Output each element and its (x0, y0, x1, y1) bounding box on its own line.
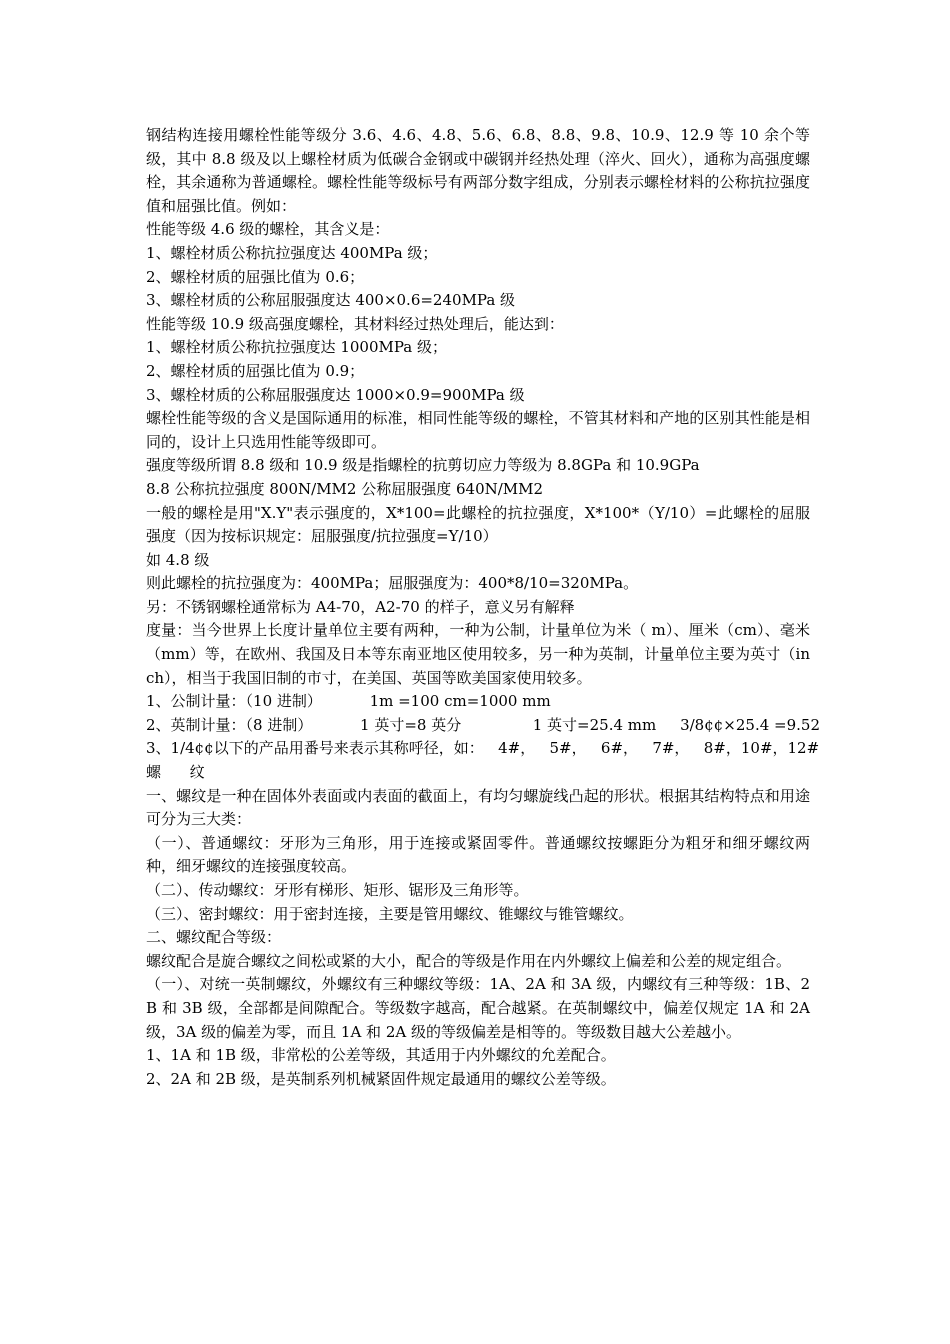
list-item-4-6-tensile: 1、螺栓材质公称抗拉强度达 400MPa 级； (146, 243, 438, 262)
list-item-metric: 1、公制计量：（10 进制） 1m =100 cm=1000 mm (146, 692, 551, 711)
list-item-4-6-ratio: 2、螺栓材质的屈强比值为 0.6； (146, 267, 365, 286)
list-item-10-9-tensile: 1、螺栓材质公称抗拉强度达 1000MPa 级； (146, 338, 447, 357)
list-item-10-9-ratio: 2、螺栓材质的屈强比值为 0.9； (146, 361, 365, 380)
paragraph-measurement-units: 度量：当今世界上长度计量单位主要有两种，一种为公制，计量单位为米（ m）、厘米（cm）、毫米（mm）等，在欧州、我国及日本等东南亚地区使用较多，另一种为英制，计量单位主要为英寸（inch），相当于我国旧制的市寸，在美国、英国等欧美国家使用较多。 (146, 621, 810, 687)
paragraph-unified-fit-grades: （一）、对统一英制螺纹，外螺纹有三种螺纹等级：1A、2A 和 3A 级，内螺纹有三种等级：1B、2B 和 3B 级，全部都是间隙配合。等级数字越高，配合越紧。在英制螺纹中，偏差仅规定 1A 和 2A 级，3A 级的偏差为零，而且 1A 和 2A 级的等级偏差是相等的。等级数目越大公差越小。 (146, 975, 810, 1041)
paragraph-thread-type-transmission: （二）、传动螺纹：牙形有梯形、矩形、锯形及三角形等。 (146, 881, 529, 899)
paragraph-8-8-strength: 8.8 公称抗拉强度 800N/MM2 公称屈服强度 640N/MM2 (146, 479, 544, 498)
list-item-grade-2a-2b: 2、2A 和 2B 级，是英制系列机械紧固件规定最通用的螺纹公差等级。 (146, 1069, 616, 1088)
paragraph-grade-10-9-heading: 性能等级 10.9 级高强度螺栓，其材料经过热处理后，能达到： (146, 314, 564, 333)
list-item-imperial: 2、英制计量：（8 进制） 1 英寸=8 英分 1 英寸=25.4 mm 3/8¢¢×25.4 =9.52 (146, 715, 821, 734)
paragraph-fit-grade-heading: 二、螺纹配合等级： (146, 928, 282, 947)
paragraph-thread-type-general: （一）、普通螺纹：牙形为三角形，用于连接或紧固零件。普通螺纹按螺距分为粗牙和细牙螺纹两种，细牙螺纹的连接强度较高。 (146, 833, 810, 876)
paragraph-fit-definition: 螺纹配合是旋合螺纹之间松或紧的大小，配合的等级是作用在内外螺纹上偏差和公差的规定组合。 (146, 951, 792, 970)
paragraph-example-result: 则此螺栓的抗拉强度为：400MPa；屈服强度为：400*8/10=320MPa。 (146, 574, 639, 593)
paragraph-thread-type-sealing: （三）、密封螺纹：用于密封连接，主要是管用螺纹、锥螺纹与锥管螺纹。 (146, 904, 634, 923)
paragraph-stainless-note: 另：不锈钢螺栓通常标为 A4-70，A2-70 的样子，意义另有解释 (146, 597, 575, 616)
paragraph-grade-4-6-heading: 性能等级 4.6 级的螺栓，其含义是： (146, 220, 390, 239)
paragraph-grade-meaning: 螺栓性能等级的含义是国际通用的标准，相同性能等级的螺栓，不管其材料和产地的区别其性能是相同的，设计上只选用性能等级即可。 (146, 409, 810, 451)
document-body (146, 124, 821, 1091)
list-item-grade-1a-1b: 1、1A 和 1B 级，非常松的公差等级，其适用于内外螺纹的允差配合。 (146, 1046, 616, 1065)
paragraph-example-4-8: 如 4.8 级 (146, 550, 210, 569)
paragraph-bolt-grades-intro: 钢结构连接用螺栓性能等级分 3.6、4.6、4.8、5.6、6.8、8.8、9.8、10.9、12.9 等 10 余个等级，其中 8.8 级及以上螺栓材质为低碳合金钢或中碳钢并经热处理（淬火、回火），通称为高强度螺栓，其余通称为普通螺栓。螺栓性能等级标号有两部分数字组成，分别表示螺栓材料的公称抗拉强度值和屈强比值。例如： (146, 126, 810, 215)
list-item-number-sizes: 3、1/4¢¢以下的产品用番号来表示其称呼径，如： 4#， 5#， 6#， 7#， 8#，10#，12# (146, 739, 820, 758)
paragraph-shear-grade: 强度等级所谓 8.8 级和 10.9 级是指螺栓的抗剪切应力等级为 8.8GPa 和 10.9GPa (146, 456, 700, 475)
paragraph-thread-definition: 一、螺纹是一种在固体外表面或内表面的截面上，有均匀螺旋线凸起的形状。根据其结构特点和用途可分为三大类： (146, 786, 810, 829)
list-item-4-6-yield: 3、螺栓材质的公称屈服强度达 400×0.6=240MPa 级 (146, 291, 516, 310)
section-heading-thread: 螺 纹 (146, 763, 205, 782)
paragraph-xy-notation: 一般的螺栓是用"X.Y"表示强度的，X*100=此螺栓的抗拉强度，X*100*（Y/10）=此螺栓的屈服强度（因为按标识规定：屈服强度/抗拉强度=Y/10） (146, 503, 810, 546)
list-item-10-9-yield: 3、螺栓材质的公称屈服强度达 1000×0.9=900MPa 级 (146, 385, 525, 404)
